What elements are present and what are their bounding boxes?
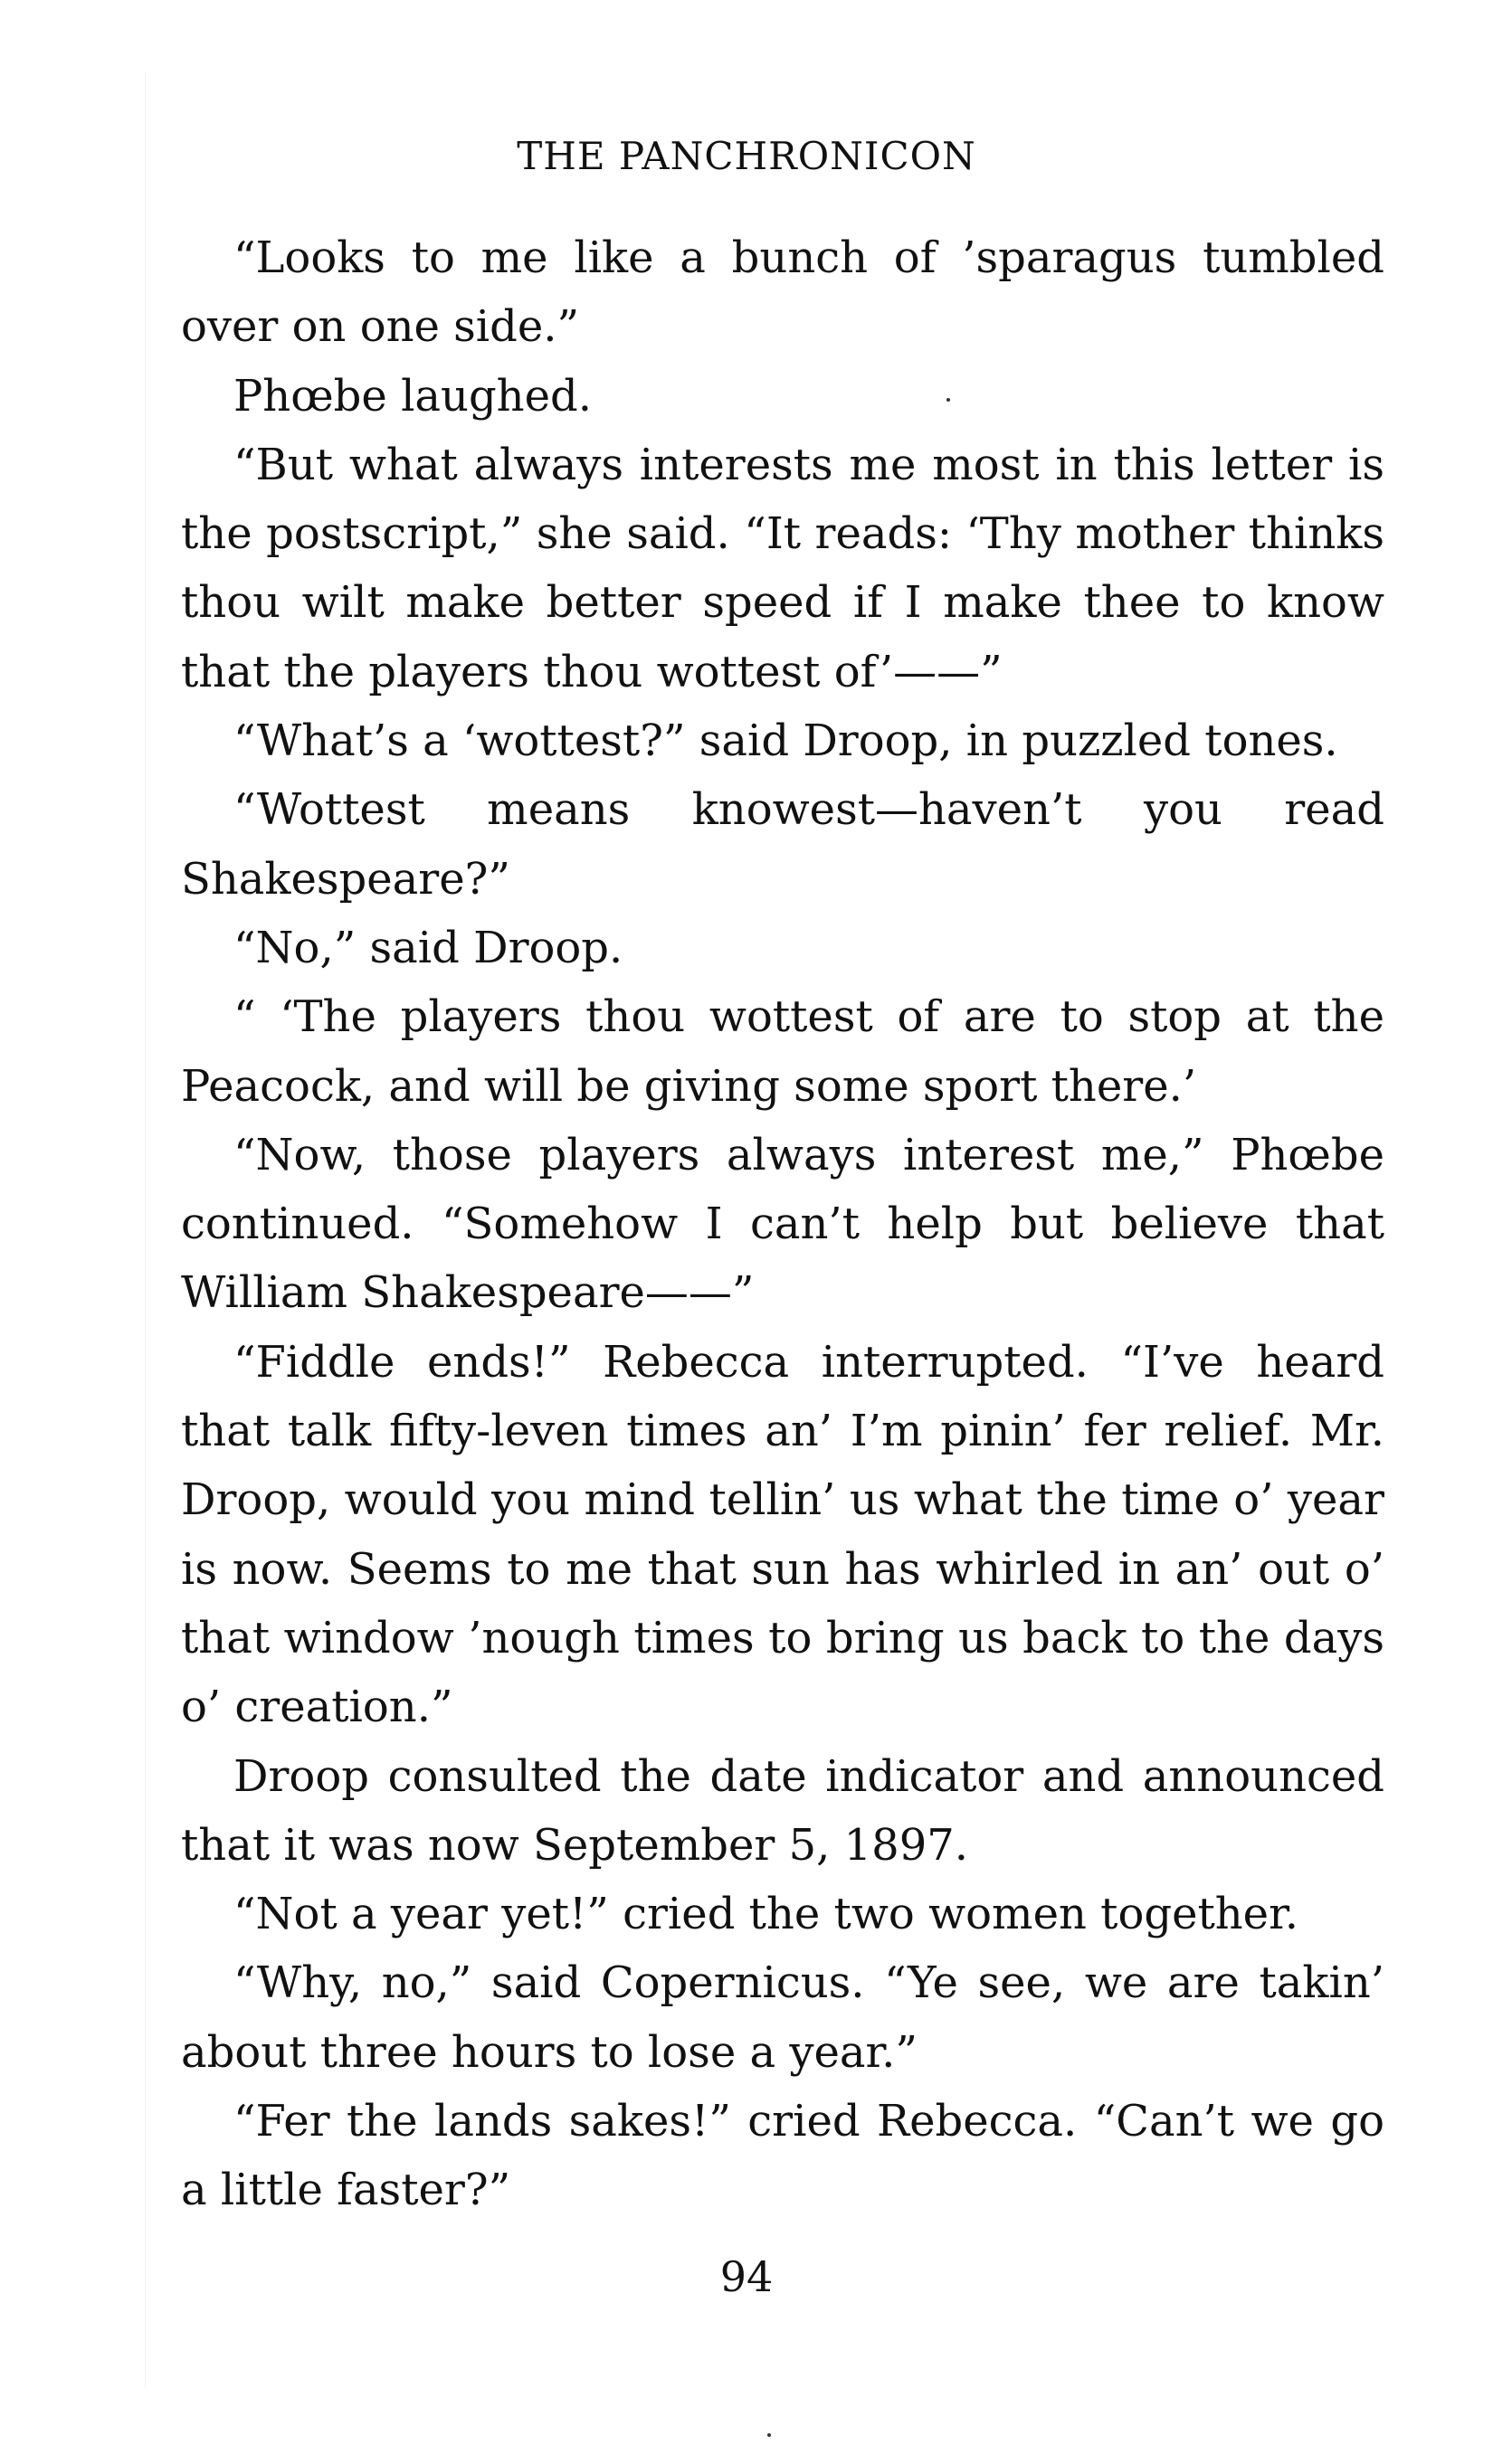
page-number: 94	[719, 2252, 774, 2301]
paragraph: “But what always interests me most in this letter is the postscript,” she said. “It reads: ‘Thy mother thinks thou wilt make better speed if I make thee to know that the players thou wottest of’——”	[181, 439, 1384, 697]
paragraph: “Fiddle ends!” Rebecca interrupted. “I’ve heard that talk fifty-leven times an’ I’m pinin’ fer relief. Mr. Droop, would you mind tellin’ us what the time o’ year is now. Seems to me that sun has whirled in an’ out o’ that window ’nough times to bring us back to the days o’ creation.”	[181, 1336, 1384, 1733]
body-text	[181, 223, 1384, 2225]
paragraph: Droop consulted the date indicator and announced that it was now September 5, 1897.	[181, 1750, 1384, 1871]
paragraph: “What’s a ‘wottest?” said Droop, in puzzled tones.	[233, 716, 1338, 767]
paragraph: “Now, those players always interest me,” Phœbe continued. “Somehow I can’t help but believe that William Shakespeare——”	[181, 1129, 1384, 1319]
paragraph: “Wottest means knowest—haven’t you read Shakespeare?”	[181, 784, 1384, 905]
running-head: THE PANCHRONICON	[517, 134, 976, 178]
paragraph: “ ‘The players thou wottest of are to stop at the Peacock, and will be giving some sport there.’	[181, 991, 1384, 1112]
paragraph: “Fer the lands sakes!” cried Rebecca. “Can’t we go a little faster?”	[181, 2096, 1384, 2216]
paragraph: “Why, no,” said Copernicus. “Ye see, we are takin’ about three hours to lose a year.”	[181, 1957, 1384, 2078]
ink-speck	[767, 2433, 771, 2437]
paragraph: Phœbe laughed.	[233, 370, 592, 422]
gutter-shadow	[145, 72, 146, 2388]
ink-speck	[946, 398, 950, 402]
paragraph: “No,” said Droop.	[233, 922, 623, 973]
paragraph: “Not a year yet!” cried the two women together.	[233, 1889, 1299, 1940]
paragraph: “Looks to me like a bunch of ’sparagus tumbled over on one side.”	[181, 232, 1384, 353]
